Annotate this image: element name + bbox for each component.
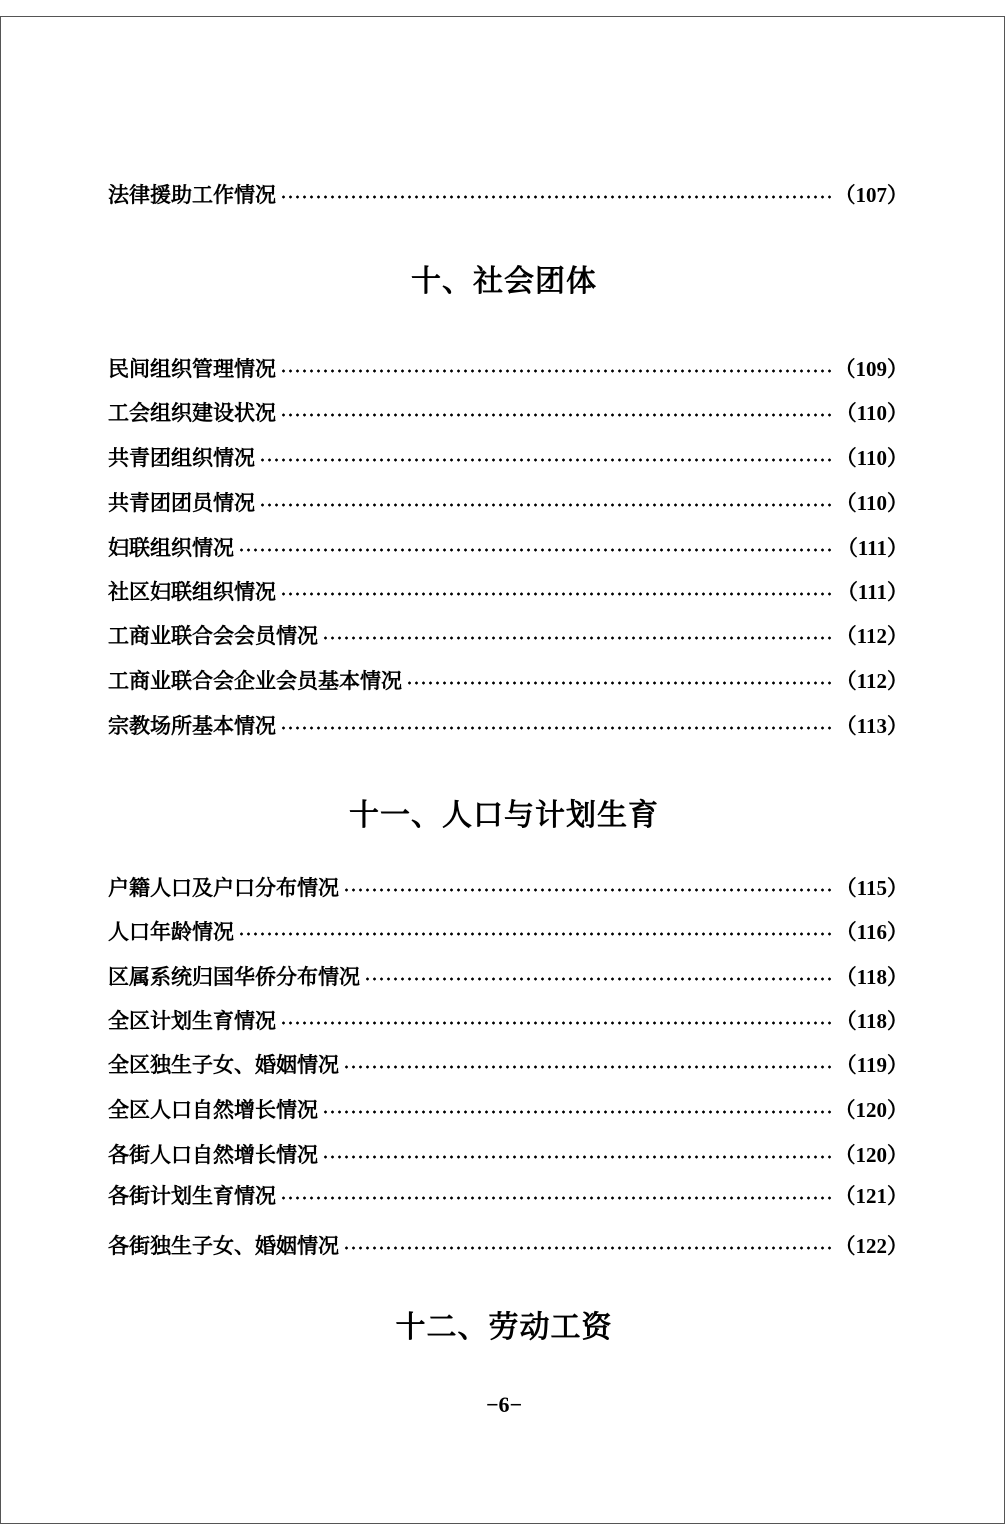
toc-entry-label: 宗教场所基本情况: [108, 713, 276, 738]
toc-leader-dots: [343, 1065, 832, 1069]
section-heading-12: 十二、劳动工资: [395, 1310, 613, 1345]
toc-entry[interactable]: [108, 1005, 908, 1035]
page-border: [0, 16, 1005, 1524]
toc-entry[interactable]: [108, 710, 908, 740]
toc-entry-page: （118）: [835, 1009, 908, 1033]
toc-entry-label: 各街人口自然增长情况: [108, 1142, 318, 1167]
toc-leader-dots: [280, 592, 833, 596]
toc-entry-label: 社区妇联组织情况: [108, 579, 276, 604]
toc-entry[interactable]: [108, 397, 908, 427]
toc-leader-dots: [280, 413, 832, 417]
toc-leader-dots: [322, 636, 832, 640]
toc-entry-page: （111）: [836, 580, 908, 604]
toc-entry-page: （110）: [835, 491, 908, 515]
toc-entry[interactable]: [108, 665, 908, 695]
toc-entry-page: （113）: [835, 714, 908, 738]
toc-entry-page: （119）: [835, 1053, 908, 1077]
toc-entry-label: 妇联组织情况: [108, 535, 234, 560]
toc-leader-dots: [280, 195, 831, 199]
page-number: −6−: [485, 1392, 523, 1417]
toc-entry-label: 民间组织管理情况: [108, 356, 276, 381]
toc-leader-dots: [322, 1155, 831, 1159]
toc-entry-label: 全区独生子女、婚姻情况: [108, 1052, 339, 1077]
toc-entry[interactable]: [108, 532, 908, 562]
toc-entry-label: 人口年龄情况: [108, 919, 234, 944]
toc-entry-label: 全区人口自然增长情况: [108, 1097, 318, 1122]
toc-entry-label: 工商业联合会企业会员基本情况: [108, 668, 402, 693]
toc-leader-dots: [259, 458, 832, 462]
toc-entry-label: 法律援助工作情况: [108, 182, 276, 207]
toc-entry-label: 共青团组织情况: [108, 445, 255, 470]
toc-entry[interactable]: [108, 1139, 908, 1169]
toc-entry[interactable]: [108, 353, 908, 383]
toc-leader-dots: [280, 726, 832, 730]
toc-leader-dots: [238, 548, 833, 552]
toc-leader-dots: [406, 681, 832, 685]
toc-entry[interactable]: [108, 179, 908, 209]
toc-entry-page: （112）: [835, 669, 908, 693]
toc-entry-page: （122）: [834, 1234, 908, 1258]
toc-entry[interactable]: [108, 620, 908, 650]
toc-leader-dots: [280, 1196, 831, 1200]
toc-leader-dots: [238, 932, 832, 936]
toc-entry[interactable]: [108, 1094, 908, 1124]
toc-entry-label: 工会组织建设状况: [108, 400, 276, 425]
toc-entry-page: （116）: [835, 920, 908, 944]
toc-entry-page: （112）: [835, 624, 908, 648]
toc-entry-page: （109）: [834, 357, 908, 381]
toc-entry[interactable]: [108, 916, 908, 946]
toc-entry[interactable]: [108, 487, 908, 517]
toc-entry[interactable]: [108, 961, 908, 991]
toc-entry-page: （110）: [835, 446, 908, 470]
toc-leader-dots: [343, 1246, 831, 1250]
toc-leader-dots: [280, 369, 831, 373]
toc-leader-dots: [259, 503, 832, 507]
toc-entry[interactable]: [108, 872, 908, 902]
toc-leader-dots: [280, 1021, 832, 1025]
toc-entry-label: 全区计划生育情况: [108, 1008, 276, 1033]
toc-entry-page: （115）: [835, 876, 908, 900]
toc-entry-page: （118）: [835, 965, 908, 989]
toc-entry-label: 区属系统归国华侨分布情况: [108, 964, 360, 989]
toc-entry[interactable]: [108, 1049, 908, 1079]
toc-leader-dots: [322, 1110, 831, 1114]
toc-entry[interactable]: [108, 1180, 908, 1210]
toc-entry-label: 共青团团员情况: [108, 490, 255, 515]
toc-entry-page: （111）: [836, 536, 908, 560]
toc-entry-page: （110）: [835, 401, 908, 425]
toc-entry-page: （120）: [834, 1143, 908, 1167]
toc-leader-dots: [343, 888, 832, 892]
toc-entry-page: （121）: [834, 1184, 908, 1208]
toc-entry-label: 户籍人口及户口分布情况: [108, 875, 339, 900]
toc-entry-label: 各街独生子女、婚姻情况: [108, 1233, 339, 1258]
toc-entry-label: 工商业联合会会员情况: [108, 623, 318, 648]
toc-entry-label: 各街计划生育情况: [108, 1183, 276, 1208]
section-heading-11: 十一、人口与计划生育: [349, 798, 659, 833]
toc-entry[interactable]: [108, 442, 908, 472]
toc-entry-page: （120）: [834, 1098, 908, 1122]
toc-entry[interactable]: [108, 1230, 908, 1260]
toc-entry-page: （107）: [834, 183, 908, 207]
section-heading-10: 十、社会团体: [411, 264, 597, 299]
toc-entry[interactable]: [108, 576, 908, 606]
toc-leader-dots: [364, 977, 832, 981]
